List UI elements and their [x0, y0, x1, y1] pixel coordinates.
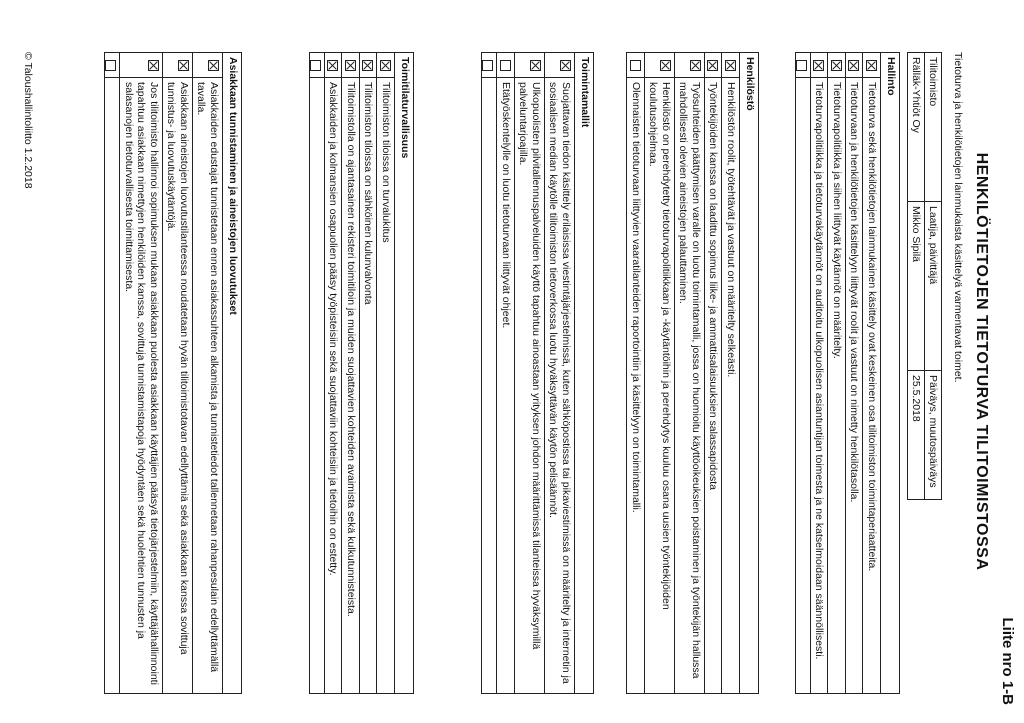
checklist-row — [845, 53, 863, 693]
meta-table — [907, 52, 942, 500]
section-title: Henkilöstö — [739, 53, 758, 693]
checkbox-checked[interactable] — [725, 60, 736, 71]
checklist-row — [828, 53, 846, 693]
checklist-row — [863, 53, 881, 693]
checklist-row — [497, 53, 515, 693]
meta-office: Rälläk-Yhtiöt Oy — [908, 53, 925, 202]
item-text — [796, 78, 810, 693]
item-text: Etätyöskentelylle on luotu tietoturvaan liittyvät ohjeet. — [500, 82, 512, 329]
item-text: Tilitoimiston tiloissa on turvalukitus — [380, 82, 392, 243]
section-toimitilaturvallisuus — [309, 52, 414, 694]
item-text: Tilitoimiston tiloissa on sähköinen kulunvalvonta — [362, 82, 375, 305]
checklist-row — [359, 53, 377, 693]
checklist-row — [722, 53, 740, 693]
checkbox-checked[interactable] — [363, 60, 374, 71]
checkbox-checked[interactable] — [148, 60, 159, 71]
checkbox-checked[interactable] — [380, 60, 391, 71]
checklist-row — [310, 53, 324, 693]
item-text: Työsuhteiden päättymisen varalle on luotu toimintamalli, jossa on huomioitu käyttöoikeuksien poistaminen ja työntekijän hallussa mahdollisesti olevien aineistojen palauttaminen. — [677, 82, 702, 679]
checklist-row — [192, 53, 222, 693]
checklist-row — [674, 53, 704, 693]
item-text: Jos tilitoimisto hallinnoi sopimuksen mukaan asiakkaan puolesta asiakkaan käyttäjien pääsyä tietojärjestelmiin, käyttäjähallinnointi tapahtuu asiakkaan nimettyjen henkilöiden kanssa, sovittuja tunnistamistapoja hyödyntäen sekä huolehtien tunnusten ja salasanojen tietoturvallisesta toimittamisesta. — [123, 82, 160, 685]
meta-header-office: Tilitoimisto — [925, 53, 942, 202]
item-text: Tietoturva sekä henkilötietojen lainmukainen käsittely ovat keskeinen osa tilitoimiston toimintaperiaatteita. — [866, 82, 878, 572]
section-title: Toimintamallit — [574, 53, 593, 693]
checklist-row — [162, 53, 192, 693]
checkbox-checked[interactable] — [690, 60, 701, 71]
checkbox-checked[interactable] — [814, 60, 825, 71]
document-title: HENKILÖTIETOJEN TIETOTURVA TILITOIMISTOSSA — [973, 152, 990, 571]
item-text: Tilitoimistolla on ajantasainen rekisteri toimitiloin ja muiden suojattavien kohteiden avaimista sekä kulkutunnisteista. — [345, 82, 357, 617]
checklist-row — [342, 53, 360, 693]
section-hallinto — [795, 52, 900, 694]
appendix-label: Liite nro 1-B — [999, 617, 1016, 705]
item-text: Henkilöstö on perehdytetty tietoturvapolitiikkaan ja -käytäntöihin ja perehdytys kuuluu osana uusien työntekijöiden koulutusohjelmaa. — [647, 82, 672, 610]
meta-date: 25.5.2018 — [908, 371, 925, 500]
item-text — [483, 78, 497, 693]
item-text: Tietoturvaan ja henkilötietojen käsittelyyn liittyvät roolit ja vastuut on nimetty henkilötasolla. — [848, 82, 861, 503]
checklist-row — [628, 53, 645, 693]
item-text — [106, 78, 120, 693]
section-title: Asiakkaan tunnistaminen ja aineistojen luovutukset — [222, 53, 241, 693]
checkbox-checked[interactable] — [178, 60, 189, 71]
item-text: Työntekijöiden kanssa on laadittu sopimus liike- ja ammattisalaisuuksien salassapidosta — [707, 82, 720, 490]
section-asiakkaan-tunnistaminen — [105, 52, 243, 694]
checkbox-checked[interactable] — [208, 60, 219, 71]
intro-text: Tietoturva ja henkilötietojen lainmukaista käsittelyä varmentavat toimet. — [952, 52, 964, 383]
item-text: Henkilöstön roolit, työtehtävät ja vastuut on määritelty selkeästi. — [725, 82, 737, 378]
section-title: Toimitilaturvallisuus — [394, 53, 413, 693]
checkbox-checked[interactable] — [831, 60, 842, 71]
checkbox-checked[interactable] — [560, 60, 571, 71]
section-henkilosto — [627, 52, 760, 694]
item-text: Olennaisten tietoturvaan liittyvien vaaratilanteiden raportointiin ja käsittelyyn on toimintamalli. — [630, 82, 642, 513]
section-toimintamallit — [482, 52, 595, 694]
checkbox-empty[interactable] — [796, 60, 807, 71]
item-text: Tietoturvapolitiikka ja siihen liittyvät käytännöt on määritelty. — [831, 82, 843, 359]
checklist-row — [704, 53, 722, 693]
checklist-row — [644, 53, 674, 693]
section-title: Hallinto — [880, 53, 899, 693]
checkbox-empty[interactable] — [483, 60, 494, 71]
item-text: Asiakkaiden ja kolmansien osapuolien pääsy työpisteisiin sekä suojattaviin kohteisiin ja tietoihin on estetty. — [327, 82, 340, 576]
meta-header-author: Laatija, päivittäjä — [925, 202, 942, 371]
checklist-row — [120, 53, 163, 693]
checklist-row — [810, 53, 828, 693]
checkbox-checked[interactable] — [328, 60, 339, 71]
checklist-row — [324, 53, 342, 693]
checkbox-empty[interactable] — [106, 60, 117, 71]
checklist-row — [796, 53, 810, 693]
item-text: Ulkopuolisten pilvitallennuspalveluiden käyttö tapahtuu ainoastaan yrityksen johdon määrittämissä tilanteissa hyväksymillä palveluntarjoajilla. — [517, 82, 542, 650]
checkbox-checked[interactable] — [849, 60, 860, 71]
item-text: Tietoturvapolitiikka ja tietoturvakäytännöt on auditoitu ulkopuolisen asiantuntijan toimesta ja ne katselmoidaan säännöllisesti. — [813, 82, 826, 660]
checkbox-empty[interactable] — [310, 60, 321, 71]
checklist-row — [377, 53, 395, 693]
checkbox-checked[interactable] — [866, 60, 877, 71]
meta-header-date: Päiväys, muutospäiväys — [925, 371, 942, 500]
checklist-row — [514, 53, 544, 693]
meta-author: Mikko Sipilä — [908, 202, 925, 371]
checkbox-checked[interactable] — [708, 60, 719, 71]
footer-copyright: © Taloushallintoliitto 1.2.2018 — [22, 52, 34, 189]
item-text: Asiakkaiden edustajat tunnistetaan ennen asiakassuhteen alkamista ja tunnistetiedot tallennetaan rahanpesulain edellyttämällä tavalla. — [195, 82, 220, 673]
checkbox-checked[interactable] — [660, 60, 671, 71]
checkbox-empty[interactable] — [630, 60, 641, 71]
checklist-row — [106, 53, 120, 693]
item-text: Suojattavan tiedon käsittely erilaisissa viestintäjärjestelmissä, kuten sähköpostissa tai pikaviestimissä on määritelty ja internetin ja sosiaalisen median käytölle tilitoimiston tietoverkossa luotu hyväksyttävän käytön pelisäännöt. — [547, 82, 572, 684]
checkbox-checked[interactable] — [345, 60, 356, 71]
checklist-row — [483, 53, 497, 693]
checkbox-checked[interactable] — [530, 60, 541, 71]
checkbox-empty[interactable] — [500, 60, 511, 71]
item-text: Asiakkaan aineistojen luovutustilanteessa noudatetaan hyvän tilitoimistotavan edellyttämiä sekä asiakkaan kanssa sovittuja tunnistus- ja luovutuskäytäntöjä. — [165, 82, 190, 655]
checklist-row — [544, 53, 574, 693]
item-text — [310, 78, 324, 693]
